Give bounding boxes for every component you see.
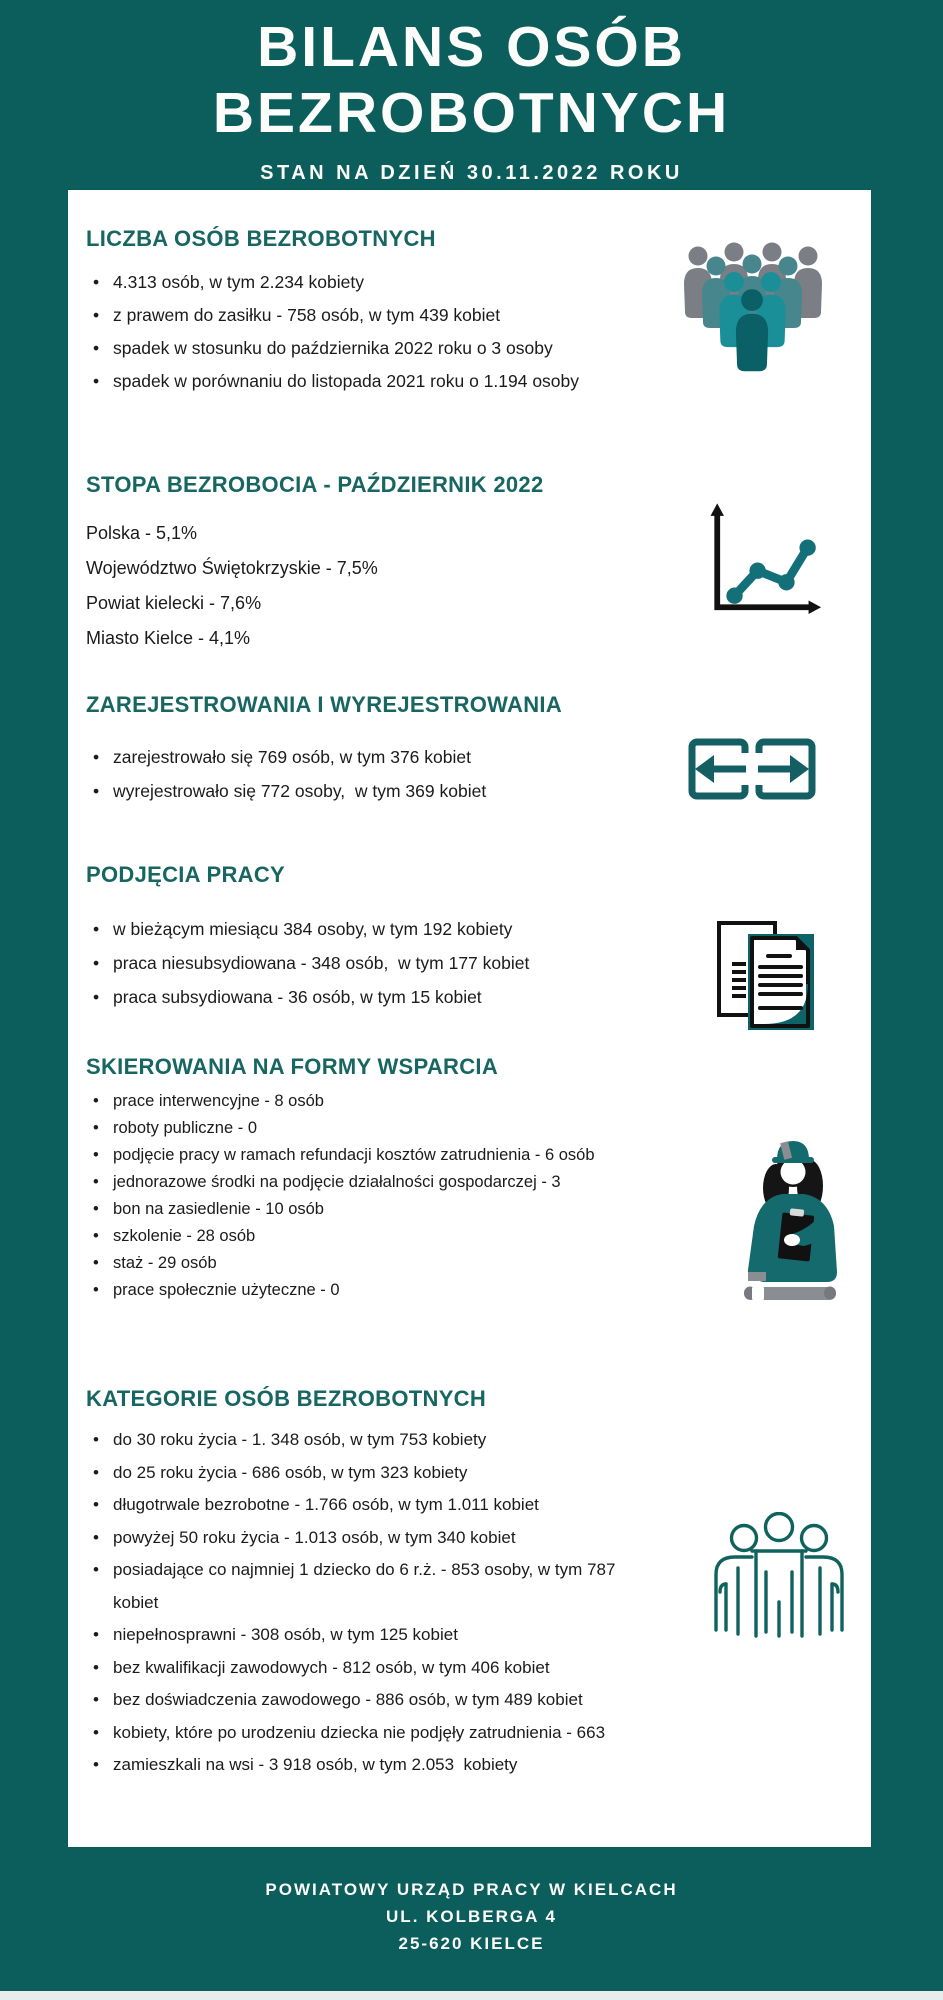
list-item: Województwo Świętokrzyskie - 7,5% [86,558,378,578]
footer-line: POWIATOWY URZĄD PRACY W KIELCACH [265,1880,678,1899]
list-item: • podjęcie pracy w ramach refundacji kosztów zatrudnienia - 6 osób [86,1142,706,1169]
list-item: • do 30 roku życia - 1. 348 osób, w tym 753 kobiety [86,1424,631,1457]
content-card [68,190,871,1847]
list-item: • niepełnosprawni - 308 osób, w tym 125 kobiet [86,1619,631,1652]
bullet-list [86,740,726,808]
list-item: • powyżej 50 roku życia - 1.013 osób, w tym 340 kobiet [86,1522,631,1555]
documents-icon [716,920,816,1035]
section-heading: SKIEROWANIA NA FORMY WSPARCIA [86,1054,499,1079]
list-item: Polska - 5,1% [86,523,198,543]
list-item: • roboty publiczne - 0 [86,1115,706,1142]
page-subtitle: STAN NA DZIEŃ 30.11.2022 ROKU [260,162,683,184]
section-heading: STOPA BEZROBOCIA - PAŹDZIERNIK 2022 [86,472,544,497]
list-item: • posiadające co najmniej 1 dziecko do 6 r.ż. - 853 osoby, w tym 787 kobiet [86,1554,631,1619]
bullet-list [86,266,706,398]
list-item: • do 25 roku życia - 686 osób, w tym 323 kobiety [86,1457,631,1490]
page-title-line2: BEZROBOTNYCH [212,81,731,145]
crowd-icon [676,242,828,379]
section-heading: LICZBA OSÓB BEZROBOTNYCH [86,226,436,251]
footer-address [0,1876,943,1957]
page-title [0,14,943,146]
list-item: • w bieżącym miesiącu 384 osoby, w tym 192 kobiety [86,912,726,946]
list-item: • długotrwale bezrobotne - 1.766 osób, w tym 1.011 kobiet [86,1489,631,1522]
bottom-strip [0,1991,943,2000]
section-heading: ZAREJESTROWANIA I WYREJESTROWANIA [86,692,563,717]
list-item: • praca niesubsydiowana - 348 osób, w tym 177 kobiet [86,946,726,980]
footer-line: 25-620 KIELCE [398,1934,545,1953]
list-item: • z prawem do zasiłku - 758 osób, w tym 439 kobiet [86,299,706,332]
section-heading: KATEGORIE OSÓB BEZROBOTNYCH [86,1386,487,1411]
list-item: Miasto Kielce - 4,1% [86,628,251,648]
list-item: • kobiety, które po urodzeniu dziecka nie podjęły zatrudnienia - 663 [86,1717,631,1750]
bullet-list [86,912,726,1014]
page-title-line1: BILANS OSÓB [257,15,686,79]
engineer-icon [740,1130,852,1313]
list-item: • bon na zasiedlenie - 10 osób [86,1196,706,1223]
plain-list [86,516,706,656]
list-item: • zamieszkali na wsi - 3 918 osób, w tym 2.053 kobiety [86,1749,631,1782]
poster-header [0,0,943,185]
section-zarejestrowania [86,692,726,808]
list-item: • staż - 29 osób [86,1250,706,1277]
list-item: • 4.313 osób, w tym 2.234 kobiety [86,266,706,299]
list-item: • praca subsydiowana - 36 osób, w tym 15 kobiet [86,980,726,1014]
list-item: • wyrejestrowało się 772 osoby, w tym 369 kobiet [86,774,726,808]
line-chart-icon [698,500,823,633]
list-item: • jednorazowe środki na podjęcie działalności gospodarczej - 3 [86,1169,706,1196]
transfer-arrows-icon [688,738,816,805]
section-heading: PODJĘCIA PRACY [86,862,285,887]
section-stopa-bezrobocia [86,472,706,656]
list-item: • spadek w porównaniu do listopada 2021 roku o 1.194 osoby [86,365,706,398]
list-item: • bez kwalifikacji zawodowych - 812 osób, w tym 406 kobiet [86,1652,631,1685]
list-item: • szkolenie - 28 osób [86,1223,706,1250]
list-item: • bez doświadczenia zawodowego - 886 osób, w tym 489 kobiet [86,1684,631,1717]
list-item: • spadek w stosunku do października 2022 roku o 3 osoby [86,332,706,365]
section-kategorie [86,1386,686,1782]
section-podjecia-pracy [86,862,726,1014]
team-outline-icon [708,1512,850,1645]
list-item: • prace społecznie użyteczne - 0 [86,1277,706,1304]
bullet-list [86,1088,706,1304]
section-liczba-osob-bezrobotnych [86,226,706,398]
section-skierowania [86,1054,706,1304]
list-item: • zarejestrowało się 769 osób, w tym 376 kobiet [86,740,726,774]
list-item: • prace interwencyjne - 8 osób [86,1088,706,1115]
list-item: Powiat kielecki - 7,6% [86,593,262,613]
footer-line: UL. KOLBERGA 4 [386,1907,557,1926]
bullet-list [86,1424,631,1782]
